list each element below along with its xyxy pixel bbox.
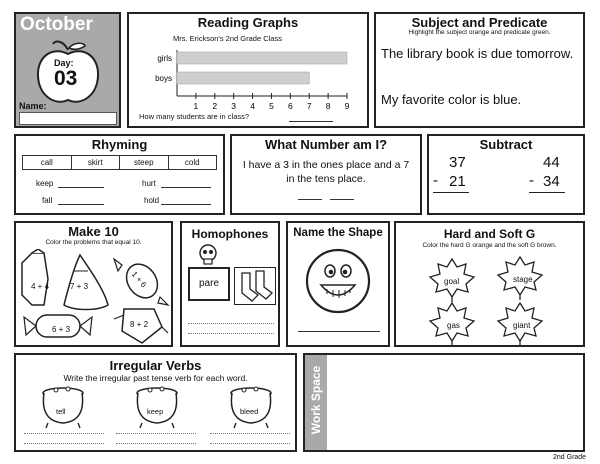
- rhyme-word: keep: [36, 179, 54, 188]
- hard-soft-g-box: [394, 221, 585, 347]
- work-space-tab: [305, 355, 327, 450]
- homophone-word-card: [188, 267, 230, 301]
- irregular-verbs-title: Irregular Verbs: [109, 358, 202, 373]
- reading-bar-chart: [137, 44, 363, 110]
- candy-wrapper-icon[interactable]: [22, 249, 48, 305]
- subject-predicate-box: [374, 12, 585, 128]
- irregular-verbs-instructions: Write the irregular past tense verb for each word.: [63, 373, 248, 383]
- what-number-box: [230, 134, 422, 215]
- bar-boys: [177, 72, 309, 84]
- problem-2-answer-line[interactable]: [529, 192, 565, 193]
- ones-answer-line[interactable]: [330, 199, 354, 200]
- tick-label: 2: [212, 101, 218, 110]
- g-word[interactable]: stage: [513, 275, 533, 284]
- make10-problem[interactable]: 4 + 4: [31, 282, 50, 291]
- verb-word: bleed: [240, 407, 259, 416]
- rhyming-title: Rhyming: [91, 137, 148, 152]
- sentence-2[interactable]: My favorite color is blue.: [381, 92, 522, 107]
- tick-label: 7: [306, 101, 312, 110]
- leaves: [418, 251, 568, 345]
- rhyme-header: steep: [120, 156, 169, 169]
- make10-problem[interactable]: 7 + 3: [70, 282, 89, 291]
- verb-answer-line[interactable]: [116, 433, 196, 434]
- homophone-word: pare: [198, 278, 219, 289]
- rhyme-word: hurt: [142, 179, 156, 188]
- smiley-circle-icon: [304, 247, 372, 315]
- homophones-title: Homophones: [191, 227, 269, 241]
- minus-sign: -: [529, 172, 534, 189]
- rhyme-word: hold: [144, 196, 160, 205]
- name-shape-box: [286, 221, 390, 347]
- tick-label: 8: [325, 101, 331, 110]
- day-label: Day:: [54, 58, 74, 68]
- rhyme-answer-line[interactable]: [58, 187, 104, 188]
- homophone-answer-line[interactable]: [188, 333, 274, 334]
- make10-problem[interactable]: 6 + 3: [52, 325, 71, 334]
- what-number-title: What Number am I?: [264, 137, 388, 152]
- graph-answer-line[interactable]: [289, 121, 333, 122]
- tick-label: 5: [269, 101, 274, 110]
- hard-soft-g-instructions: Color the hard G orange and the soft G brown.: [422, 242, 557, 249]
- tick-label: 3: [231, 101, 237, 110]
- irregular-verbs-box: [14, 353, 297, 452]
- rhyme-answer-line[interactable]: [58, 204, 104, 205]
- verb-answer-line[interactable]: [116, 443, 196, 444]
- bar-girls: [177, 52, 347, 64]
- problem-2-bottom: 34: [543, 173, 560, 190]
- sentence-1[interactable]: The library book is due tomorrow.: [381, 46, 574, 61]
- rhyming-box: [14, 134, 225, 215]
- shape-answer-line[interactable]: [298, 331, 380, 332]
- problem-1-bottom: 21: [449, 173, 466, 190]
- rhyme-header: call: [23, 156, 72, 169]
- rhyme-word: fall: [42, 196, 53, 205]
- make10-problem[interactable]: 1 + 6: [129, 269, 149, 290]
- tick-label: 4: [250, 101, 255, 110]
- reading-graphs-box: [127, 12, 369, 128]
- homophone-answer-line[interactable]: [188, 323, 274, 324]
- homophones-box: [180, 221, 280, 347]
- subject-predicate-instructions: Highlight the subject orange and predicate green.: [408, 29, 551, 36]
- verb-word: keep: [147, 407, 164, 416]
- name-shape-title: Name the Shape: [293, 227, 383, 239]
- rhyme-answer-line[interactable]: [161, 187, 211, 188]
- make10-title: Make 10: [68, 224, 119, 239]
- grade-footer: 2nd Grade: [553, 454, 587, 461]
- g-word[interactable]: goal: [444, 277, 460, 286]
- tick-label: 6: [287, 101, 293, 110]
- subject-predicate-title: Subject and Predicate: [411, 15, 548, 30]
- verb-answer-line[interactable]: [24, 433, 104, 434]
- g-word[interactable]: gas: [447, 321, 460, 330]
- work-space-box[interactable]: [303, 353, 585, 452]
- problem-1-answer-line[interactable]: [433, 192, 469, 193]
- verb-answer-line[interactable]: [24, 443, 104, 444]
- make10-problem[interactable]: 8 + 2: [130, 320, 149, 329]
- month-label: October: [20, 14, 93, 35]
- tick-label: 1: [193, 101, 199, 110]
- problem-2-top: 44: [543, 154, 560, 171]
- skull-icon: [196, 243, 220, 267]
- day-number: 03: [54, 67, 78, 90]
- problem-1-top: 37: [449, 154, 466, 171]
- rhyme-answer-line[interactable]: [161, 204, 211, 205]
- make10-box: [14, 221, 173, 347]
- subtract-title: Subtract: [479, 137, 533, 152]
- socks-icon: [234, 267, 276, 305]
- tens-answer-line[interactable]: [298, 199, 322, 200]
- category-label: boys: [155, 74, 172, 83]
- number-clue: I have a 3 in the ones place and a 7 in the tens place.: [242, 159, 410, 185]
- name-field[interactable]: [19, 112, 117, 125]
- rhyme-header: cold: [184, 158, 200, 167]
- name-label: Name:: [19, 101, 47, 111]
- hard-soft-g-title: Hard and Soft G: [443, 227, 536, 241]
- verb-answer-line[interactable]: [210, 433, 290, 434]
- work-space-label: Work Space: [309, 365, 323, 435]
- graph-question: How many students are in class?: [139, 112, 250, 121]
- subtract-box: [427, 134, 585, 215]
- verb-word: tell: [56, 407, 66, 416]
- verb-answer-line[interactable]: [210, 443, 290, 444]
- rhyming-header-row: [22, 155, 217, 170]
- chart-title: Mrs. Erickson's 2nd Grade Class: [173, 34, 282, 43]
- date-box: [14, 12, 121, 128]
- g-word[interactable]: giant: [513, 321, 531, 330]
- make10-instructions: Color the problems that equal 10.: [45, 239, 142, 246]
- reading-graphs-title: Reading Graphs: [197, 15, 299, 30]
- candy-shapes: [18, 249, 170, 345]
- tick-label: 9: [344, 101, 350, 110]
- minus-sign: -: [433, 172, 438, 189]
- category-label: girls: [157, 54, 172, 63]
- rhyme-header: skirt: [72, 156, 121, 169]
